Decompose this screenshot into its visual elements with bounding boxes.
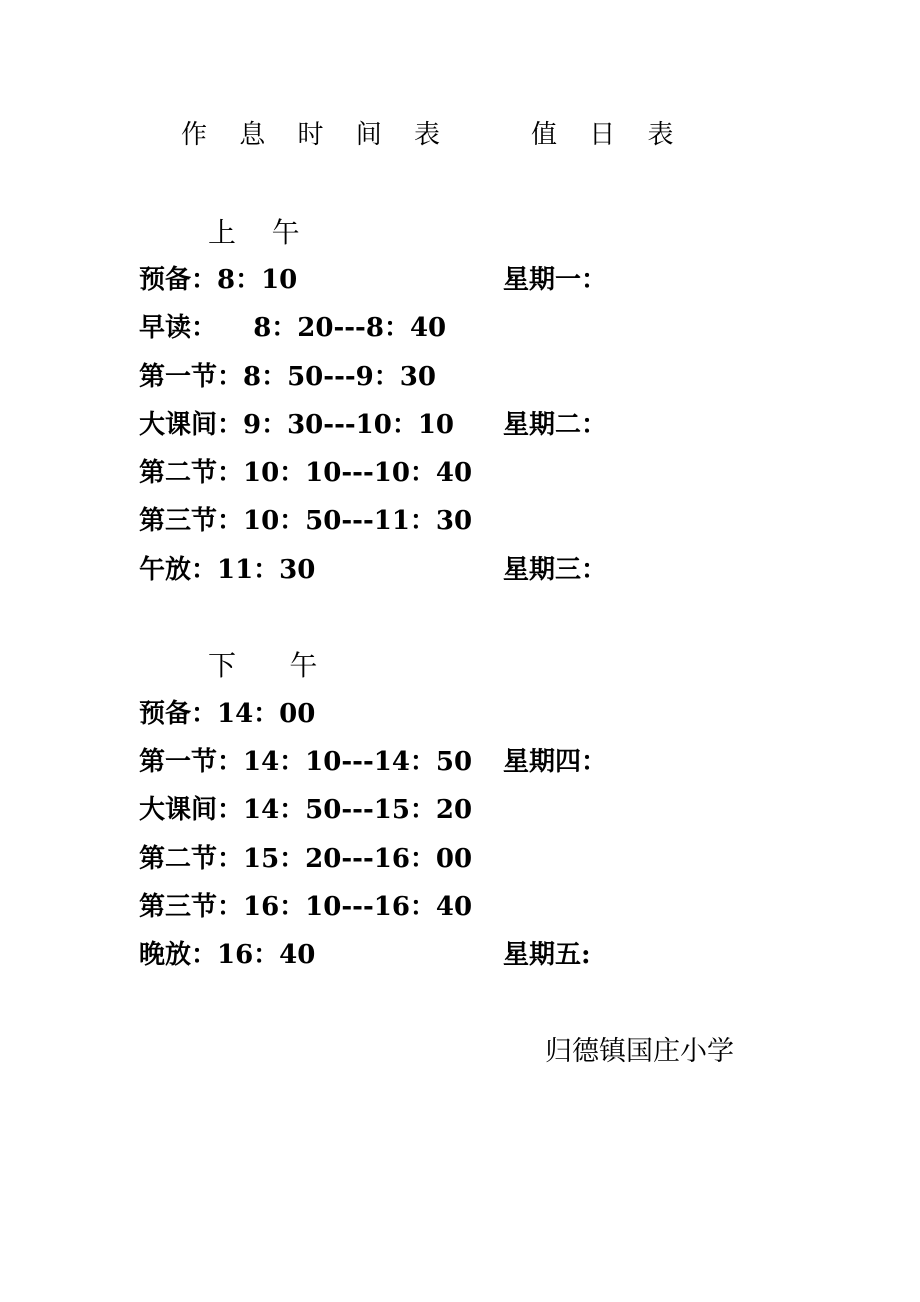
schedule-row: 第一节：8：50---9：30 xyxy=(139,362,436,392)
schedule-row: 第二节：15：20---16：00 xyxy=(139,844,473,874)
schedule-row: 午放：11：30 xyxy=(139,555,316,585)
schedule-row: 第三节：10：50---11：30 xyxy=(139,506,473,536)
schedule-row: 预备：8：10 xyxy=(139,265,298,295)
duty-day-monday: 星期一： xyxy=(503,265,608,295)
schedule-row: 第二节：10：10---10：40 xyxy=(139,458,473,488)
schedule-row: 大课间：9：30---10：10 xyxy=(139,410,455,440)
duty-day-wednesday: 星期三： xyxy=(503,555,608,585)
schedule-row: 大课间：14：50---15：20 xyxy=(139,795,473,825)
morning-heading: 上 午 xyxy=(208,216,300,249)
afternoon-heading: 下 午 xyxy=(208,649,318,682)
duty-day-friday: 星期五: xyxy=(503,940,591,970)
schedule-row: 早读： 8：20---8：40 xyxy=(139,313,447,343)
duty-table-title: 值 日 表 xyxy=(531,120,686,150)
schedule-row: 晚放：16：40 xyxy=(139,940,316,970)
schedule-row: 第三节：16：10---16：40 xyxy=(139,892,473,922)
duty-day-thursday: 星期四： xyxy=(503,747,608,777)
duty-day-tuesday: 星期二： xyxy=(503,410,608,440)
school-signature: 归德镇国庄小学 xyxy=(545,1036,734,1067)
schedule-row: 预备：14：00 xyxy=(139,699,316,729)
schedule-row: 第一节：14：10---14：50 xyxy=(139,747,473,777)
schedule-title: 作 息 时 间 表 xyxy=(181,120,453,150)
